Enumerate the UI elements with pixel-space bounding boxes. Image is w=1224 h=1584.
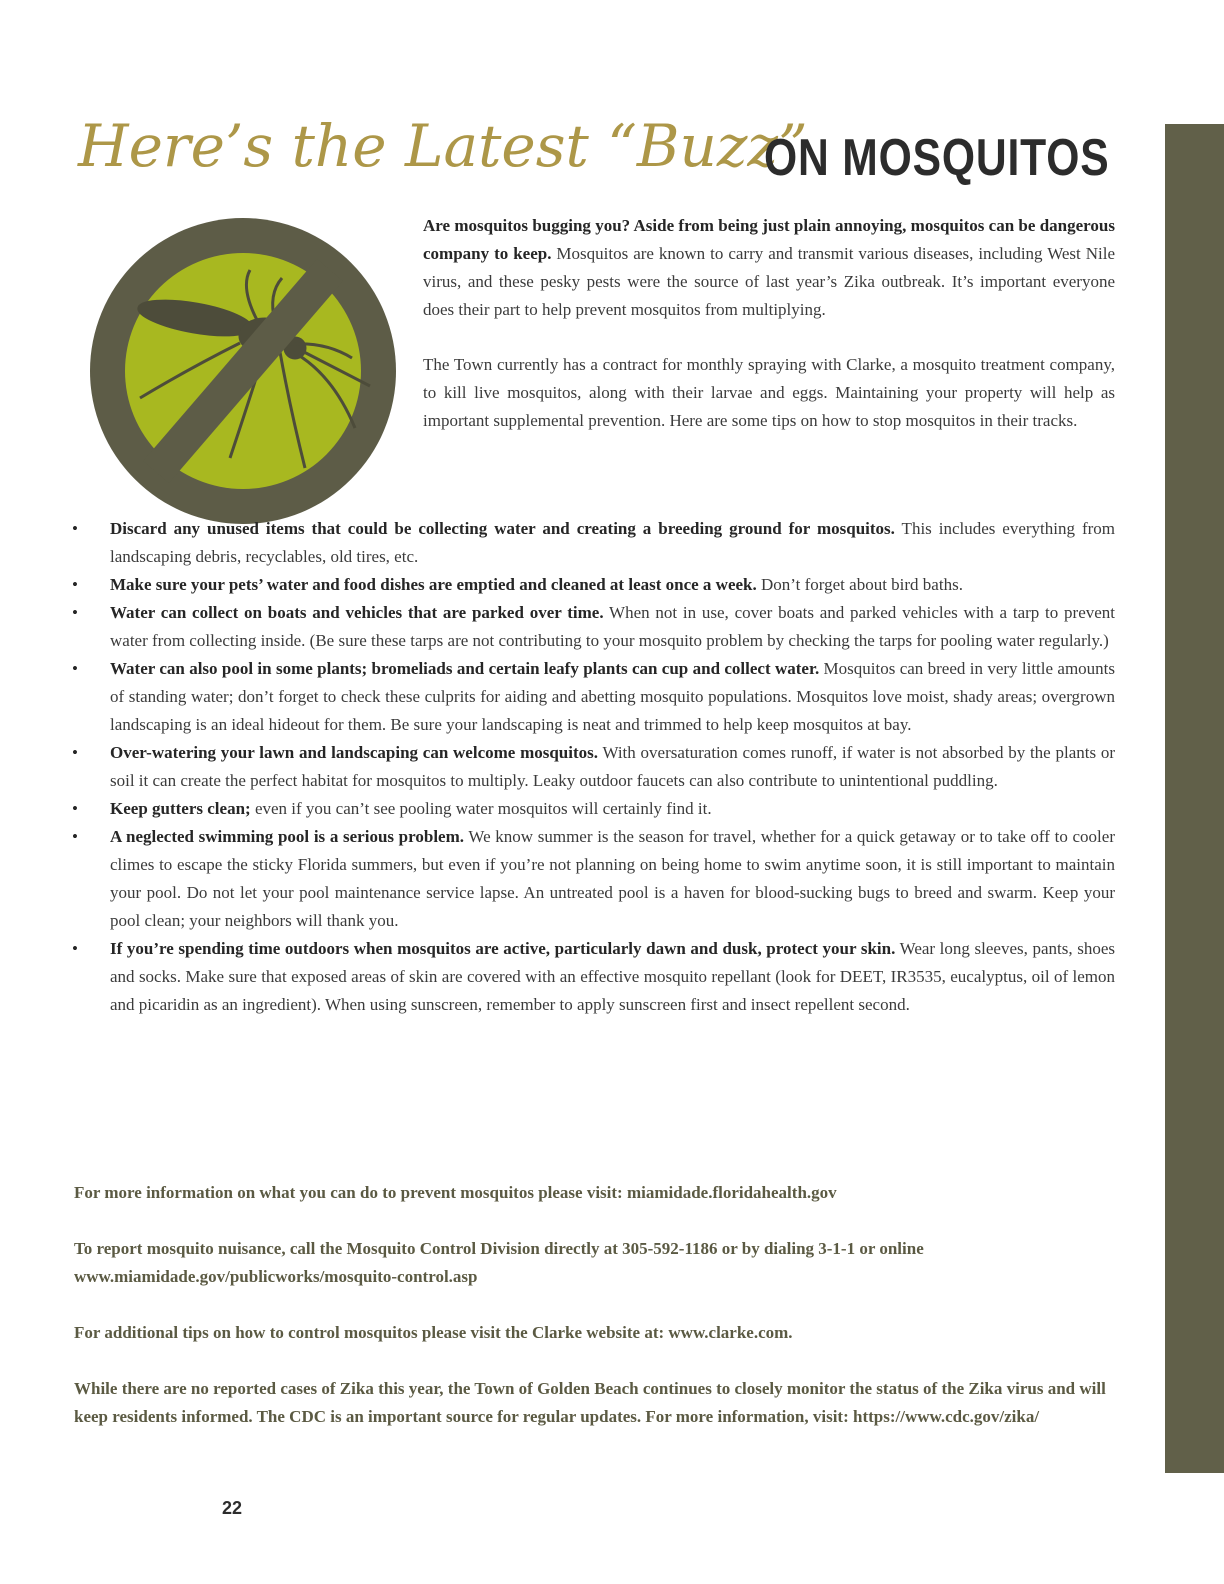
tip-heading: If you’re spending time outdoors when mosquitos are active, particularly dawn and dusk, protect your skin. xyxy=(110,939,896,958)
title-script-text: Here’s the Latest “Buzz” xyxy=(78,112,808,180)
tip-text: We know summer is the season for travel, whether for a quick getaway or to take off to cooler climes to escape the sticky Florida summers, but even if you’re not planning on being home to swim anytime soon, it is still important to maintain your pool. Do not let your pool maintenance service lapse. An untreated pool is a haven for blood-sucking bugs to breed and swarm. Keep your pool clean; your neighbors will thank you. xyxy=(110,827,1115,930)
tip-text: Don’t forget about bird baths. xyxy=(756,575,963,594)
no-mosquito-icon xyxy=(90,218,396,524)
list-item xyxy=(72,571,1115,599)
bullet: • xyxy=(72,519,78,538)
resource-clarke: For additional tips on how to control mosquitos please visit the Clarke website at: www.clarke.com. xyxy=(74,1323,793,1342)
tip-heading: Water can also pool in some plants; bromeliads and certain leafy plants can cup and collect water. xyxy=(110,659,820,678)
intro-lead-rest: Mosquitos are known to carry and transmit various diseases, including West Nile virus, and these pesky pests were the source of last year’s Zika outbreak. It’s important everyone does their part to help prevent mosquitos from multiplying. xyxy=(423,244,1116,319)
tip-text: This includes everything from landscaping debris, recyclables, old tires, etc. xyxy=(110,519,1115,566)
intro-paragraph-2: The Town currently has a contract for monthly spraying with Clarke, a mosquito treatment company, to kill live mosquitos, along with their larvae and eggs. Maintaining your property will help as important supplemental prevention. Here are some tips on how to stop mosquitos in their tracks. xyxy=(423,355,1115,430)
list-item xyxy=(72,599,1115,655)
list-item xyxy=(72,515,1115,571)
tip-text: even if you can’t see pooling water mosquitos will certainly find it. xyxy=(250,799,712,818)
bullet: • xyxy=(72,659,78,678)
tip-heading: Over-watering your lawn and landscaping can welcome mosquitos. xyxy=(110,743,599,762)
tip-text: When not in use, cover boats and parked vehicles with a tarp to prevent water from collecting inside. (Be sure these tarps are not contributing to your mosquito problem by checking the tarps for pooling water regularly.) xyxy=(110,603,1116,650)
resource-report: To report mosquito nuisance, call the Mosquito Control Division directly at 305-592-1186 or by dialing 3-1-1 or online www.miamidade.gov/publicworks/mosquito-control.asp xyxy=(74,1239,924,1286)
tip-heading: Make sure your pets’ water and food dishes are emptied and cleaned at least once a week. xyxy=(110,575,757,594)
tip-heading: Keep gutters clean; xyxy=(110,799,251,818)
list-item xyxy=(72,655,1115,739)
list-item xyxy=(72,935,1115,1019)
resources-section xyxy=(74,1179,1117,1459)
tip-text: With oversaturation comes runoff, if water is not absorbed by the plants or soil it can create the perfect habitat for mosquitos to multiply. Leaky outdoor faucets can also contribute to unintentional puddling. xyxy=(110,743,1115,790)
page-number: 22 xyxy=(222,1498,243,1518)
intro-paragraph-1 xyxy=(423,212,1115,324)
tip-text: Wear long sleeves, pants, shoes and socks. Make sure that exposed areas of skin are covered with an effective mosquito repellant (look for DEET, IR3535, eucalyptus, oil of lemon and picaridin as an ingredient). When using sunscreen, remember to apply sunscreen first and insect repellent second. xyxy=(110,939,1115,1014)
bullet: • xyxy=(72,799,78,818)
intro-text xyxy=(423,212,1115,462)
tip-heading: Discard any unused items that could be collecting water and creating a breeding ground for mosquitos. xyxy=(110,519,895,538)
list-item xyxy=(72,739,1115,795)
resource-info: For more information on what you can do to prevent mosquitos please visit: miamidade.floridahealth.gov xyxy=(74,1183,837,1202)
no-mosquito-emblem-svg xyxy=(90,218,396,524)
bullet: • xyxy=(72,603,78,622)
title-block-text: ON MOSQUITOS xyxy=(764,129,1110,187)
bullet: • xyxy=(72,575,78,594)
bullet: • xyxy=(72,827,78,846)
bullet: • xyxy=(72,743,78,762)
side-color-bar xyxy=(1165,124,1224,1473)
tip-heading: Water can collect on boats and vehicles that are parked over time. xyxy=(110,603,604,622)
bullet: • xyxy=(72,939,78,958)
tip-text: Mosquitos can breed in very little amounts of standing water; don’t forget to check these culprits for aiding and abetting mosquito populations. Mosquitos love moist, shady areas; overgrown landscaping is an ideal hideout for them. Be sure your landscaping is neat and trimmed to help keep mosquitos at bay. xyxy=(110,659,1116,734)
page-title xyxy=(78,112,1158,212)
tip-heading: A neglected swimming pool is a serious problem. xyxy=(110,827,465,846)
resource-zika: While there are no reported cases of Zika this year, the Town of Golden Beach continues to closely monitor the status of the Zika virus and will keep residents informed. The CDC is an important source for regular updates. For more information, visit: https://www.cdc.gov/zika/ xyxy=(74,1379,1106,1426)
list-item xyxy=(72,795,1115,823)
intro-lead-bold: Are mosquitos bugging you? Aside from being just plain annoying, mosquitos can be dangerous company to keep. xyxy=(423,216,1115,263)
tips-list xyxy=(72,515,1115,1019)
list-item xyxy=(72,823,1115,935)
